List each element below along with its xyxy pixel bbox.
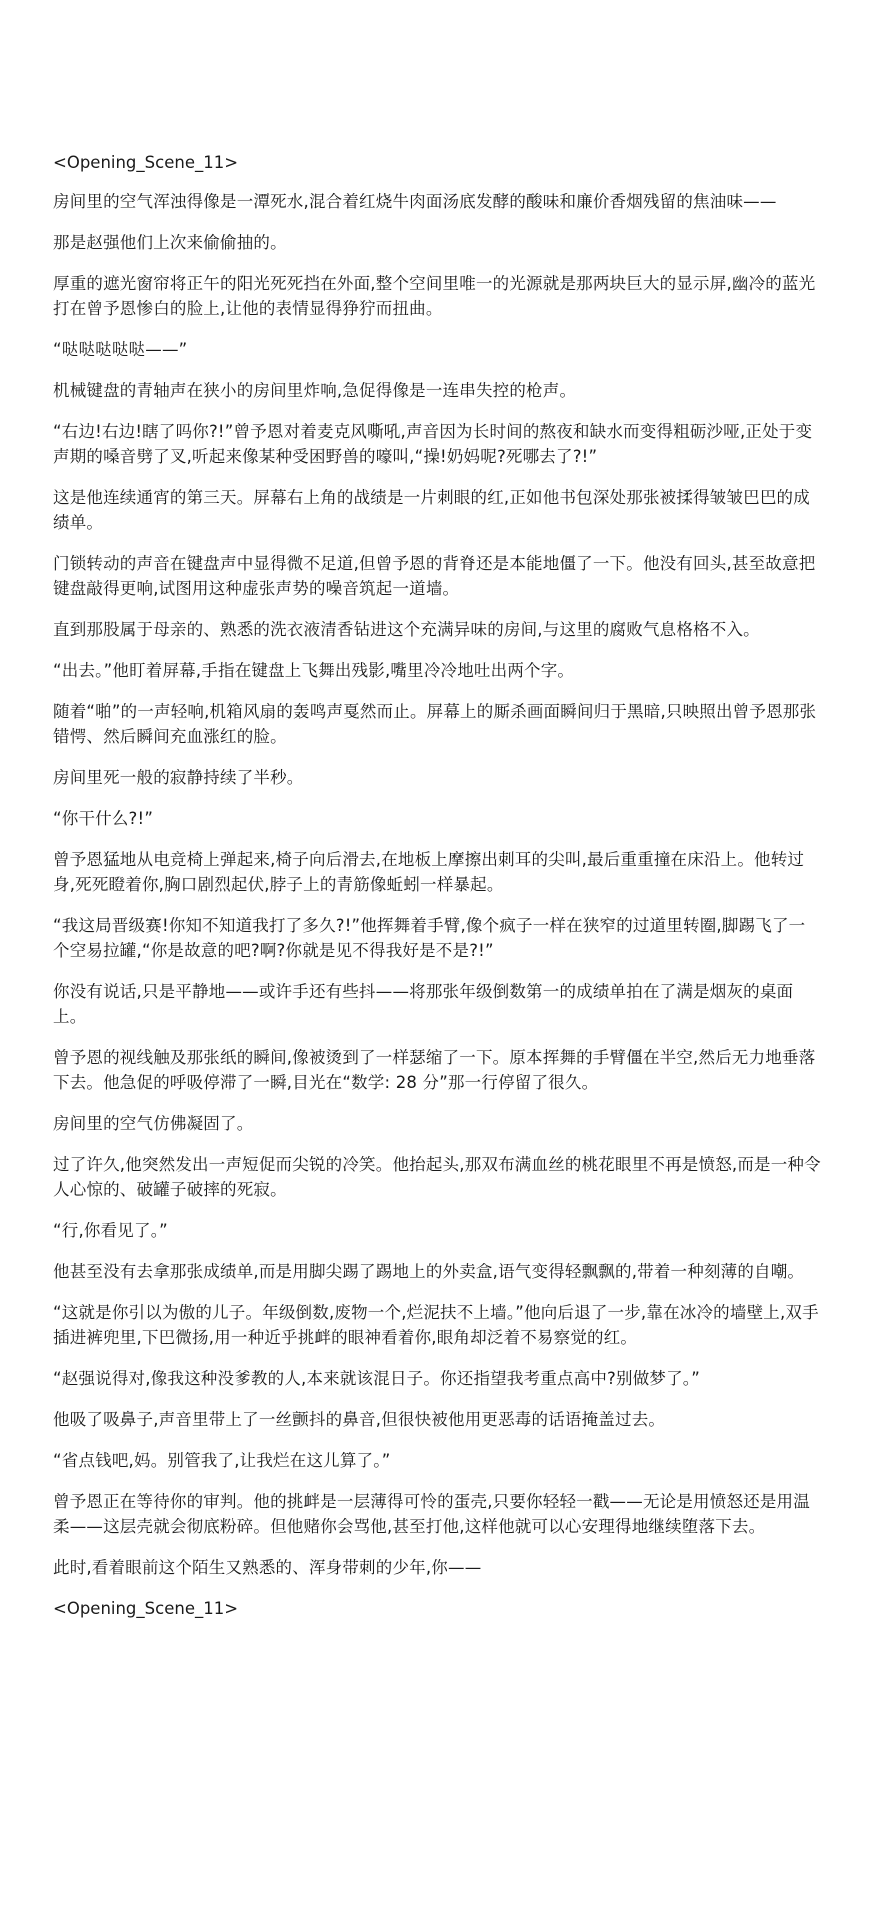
story-paragraph: 曾予恩正在等待你的审判。他的挑衅是一层薄得可怜的蛋壳,只要你轻轻一戳——无论是用愤怒还是用温柔——这层壳就会彻底粉碎。但他赌你会骂他,甚至打他,这样他就可以心安理得地继续堕落下去。 [53, 1492, 810, 1536]
scene-tag-close: <Opening_Scene_11> [53, 1599, 239, 1618]
story-document [53, 150, 821, 1635]
scene-tag-open: <Opening_Scene_11> [53, 153, 239, 172]
story-paragraph: “右边!右边!瞎了吗你?!”曾予恩对着麦克风嘶吼,声音因为长时间的熬夜和缺水而变得粗砺沙哑,正处于变声期的嗓音劈了叉,听起来像某种受困野兽的嚎叫,“操!奶妈呢?死哪去了?!” [53, 422, 813, 466]
story-paragraph: 曾予恩的视线触及那张纸的瞬间,像被烫到了一样瑟缩了一下。原本挥舞的手臂僵在半空,然后无力地垂落下去。他急促的呼吸停滞了一瞬,目光在“数学: 28 分”那一行停留了很久。 [53, 1048, 816, 1092]
story-paragraph: 这是他连续通宵的第三天。屏幕右上角的战绩是一片刺眼的红,正如他书包深处那张被揉得皱皱巴巴的成绩单。 [53, 488, 810, 532]
story-paragraph: 房间里的空气仿佛凝固了。 [53, 1114, 254, 1133]
story-paragraph: 那是赵强他们上次来偷偷抽的。 [53, 233, 287, 252]
story-paragraph: 厚重的遮光窗帘将正午的阳光死死挡在外面,整个空间里唯一的光源就是那两块巨大的显示屏,幽冷的蓝光打在曾予恩惨白的脸上,让他的表情显得狰狞而扭曲。 [53, 274, 816, 318]
story-paragraph: 直到那股属于母亲的、熟悉的洗衣液清香钻进这个充满异味的房间,与这里的腐败气息格格不入。 [53, 620, 760, 639]
story-body [53, 189, 821, 1580]
story-paragraph: “出去。”他盯着屏幕,手指在键盘上飞舞出残影,嘴里冷冷地吐出两个字。 [53, 661, 575, 680]
story-paragraph: “哒哒哒哒哒——” [53, 340, 188, 359]
story-paragraph: 他吸了吸鼻子,声音里带上了一丝颤抖的鼻音,但很快被他用更恶毒的话语掩盖过去。 [53, 1410, 666, 1429]
story-paragraph: 他甚至没有去拿那张成绩单,而是用脚尖踢了踢地上的外卖盒,语气变得轻飘飘的,带着一种刻薄的自嘲。 [53, 1262, 805, 1281]
story-paragraph: “你干什么?!” [53, 809, 154, 828]
story-paragraph: “这就是你引以为傲的儿子。年级倒数,废物一个,烂泥扶不上墙。”他向后退了一步,靠在冰冷的墙壁上,双手插进裤兜里,下巴微扬,用一种近乎挑衅的眼神看着你,眼角却泛着不易察觉的红。 [53, 1303, 819, 1347]
story-paragraph: “赵强说得对,像我这种没爹教的人,本来就该混日子。你还指望我考重点高中?别做梦了。” [53, 1369, 700, 1388]
story-paragraph: “省点钱吧,妈。别管我了,让我烂在这儿算了。” [53, 1451, 391, 1470]
story-paragraph: 过了许久,他突然发出一声短促而尖锐的冷笑。他抬起头,那双布满血丝的桃花眼里不再是愤怒,而是一种令人心惊的、破罐子破摔的死寂。 [53, 1155, 821, 1199]
story-paragraph: 门锁转动的声音在键盘声中显得微不足道,但曾予恩的背脊还是本能地僵了一下。他没有回头,甚至故意把键盘敲得更响,试图用这种虚张声势的噪音筑起一道墙。 [53, 554, 816, 598]
story-paragraph: 此时,看着眼前这个陌生又熟悉的、浑身带刺的少年,你—— [53, 1558, 482, 1577]
story-paragraph: “行,你看见了。” [53, 1221, 168, 1240]
story-paragraph: 曾予恩猛地从电竞椅上弹起来,椅子向后滑去,在地板上摩擦出刺耳的尖叫,最后重重撞在床沿上。他转过身,死死瞪着你,胸口剧烈起伏,脖子上的青筋像蚯蚓一样暴起。 [53, 850, 805, 894]
story-paragraph: 你没有说话,只是平静地——或许手还有些抖——将那张年级倒数第一的成绩单拍在了满是烟灰的桌面上。 [53, 982, 794, 1026]
story-paragraph: 房间里死一般的寂静持续了半秒。 [53, 768, 304, 787]
story-paragraph: 房间里的空气浑浊得像是一潭死水,混合着红烧牛肉面汤底发酵的酸味和廉价香烟残留的焦油味—— [53, 192, 777, 211]
story-paragraph: 机械键盘的青轴声在狭小的房间里炸响,急促得像是一连串失控的枪声。 [53, 381, 577, 400]
story-paragraph: “我这局晋级赛!你知不知道我打了多久?!”他挥舞着手臂,像个疯子一样在狭窄的过道里转圈,脚踢飞了一个空易拉罐,“你是故意的吧?啊?你就是见不得我好是不是?!” [53, 916, 806, 960]
story-paragraph: 随着“啪”的一声轻响,机箱风扇的轰鸣声戛然而止。屏幕上的厮杀画面瞬间归于黑暗,只映照出曾予恩那张错愕、然后瞬间充血涨红的脸。 [53, 702, 817, 746]
